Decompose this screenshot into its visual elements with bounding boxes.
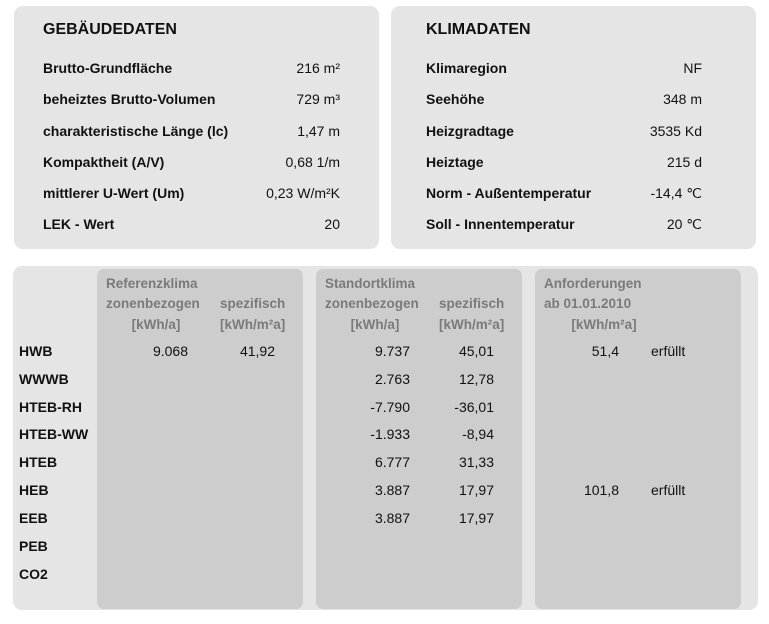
brutto-grundflaeche-value: 216 m²	[296, 60, 340, 76]
heizgradtage-value: 3535 Kd	[649, 123, 702, 139]
referenzklima-header: Referenzklima	[106, 276, 198, 291]
anforderungen-header: Anforderungen	[544, 276, 642, 291]
u-wert-value: 0,23 W/m²K	[266, 185, 340, 201]
gebaeudedaten-panel	[14, 6, 379, 249]
norm-aussentemperatur-value: -14,4 ℃	[650, 185, 702, 201]
wwwb-std-zonenbezogen: 2.763	[374, 371, 410, 387]
brutto-volumen-label: beheiztes Brutto-Volumen	[43, 91, 216, 107]
eeb-std-zonenbezogen: 3.887	[374, 510, 410, 526]
ref-zonenbezogen-header: zonenbezogen	[106, 296, 200, 311]
energiekennzahlen-panel	[13, 266, 758, 610]
hwb-ref-spezifisch: 41,92	[239, 343, 275, 359]
hteb-ww-std-spezifisch: -8,94	[462, 426, 494, 442]
std-zonenbezogen-header: zonenbezogen	[325, 296, 419, 311]
charakteristische-laenge-value: 1,47 m	[297, 123, 340, 139]
row-label-co2: CO2	[19, 566, 48, 582]
u-wert-label: mittlerer U-Wert (Um)	[43, 185, 185, 201]
norm-aussentemperatur-label: Norm - Außentemperatur	[426, 185, 592, 201]
klimaregion-label: Klimaregion	[426, 60, 507, 76]
brutto-volumen-value: 729 m³	[296, 91, 340, 107]
heb-std-zonenbezogen: 3.887	[374, 482, 410, 498]
row-label-hwb: HWB	[19, 343, 53, 359]
gebaeudedaten-title: GEBÄUDEDATEN	[43, 21, 177, 38]
ref-unit-kwhm2-header: [kWh/m²a]	[220, 317, 286, 332]
heb-std-spezifisch: 17,97	[458, 482, 494, 498]
heb-anforderung-value: 101,8	[583, 482, 619, 498]
anf-unit-header: [kWh/m²a]	[571, 317, 637, 332]
klimadaten-title: KLIMADATEN	[426, 21, 531, 38]
seehoehe-label: Seehöhe	[426, 91, 485, 107]
heb-anforderung-status: erfüllt	[651, 482, 686, 498]
kompaktheit-value: 0,68 1/m	[285, 154, 340, 170]
lek-wert-label: LEK - Wert	[43, 216, 115, 232]
charakteristische-laenge-label: charakteristische Länge (lc)	[43, 123, 229, 139]
soll-innentemperatur-label: Soll - Innentemperatur	[426, 216, 575, 232]
brutto-grundflaeche-label: Brutto-Grundfläche	[43, 60, 173, 76]
eeb-std-spezifisch: 17,97	[458, 510, 494, 526]
heiztage-label: Heiztage	[426, 154, 484, 170]
anf-date-header: ab 01.01.2010	[544, 296, 632, 311]
standortklima-header: Standortklima	[325, 276, 416, 291]
seehoehe-value: 348 m	[663, 91, 702, 107]
std-unit-kwh-header: [kWh/a]	[350, 317, 400, 332]
hteb-rh-std-zonenbezogen: -7.790	[370, 399, 410, 415]
hwb-std-spezifisch: 45,01	[458, 343, 494, 359]
ref-unit-kwh-header: [kWh/a]	[131, 317, 181, 332]
row-label-eeb: EEB	[19, 510, 48, 526]
std-spezifisch-header: spezifisch	[439, 296, 505, 311]
hteb-ww-std-zonenbezogen: -1.933	[370, 426, 410, 442]
row-label-wwwb: WWWB	[19, 371, 69, 387]
hteb-std-zonenbezogen: 6.777	[374, 454, 410, 470]
kompaktheit-label: Kompaktheit (A/V)	[43, 154, 165, 170]
klimaregion-value: NF	[683, 60, 702, 76]
row-label-peb: PEB	[19, 538, 48, 554]
ref-spezifisch-header: spezifisch	[220, 296, 286, 311]
heiztage-value: 215 d	[666, 154, 702, 170]
hwb-ref-zonenbezogen: 9.068	[152, 343, 188, 359]
soll-innentemperatur-value: 20 ℃	[666, 216, 702, 232]
hteb-rh-std-spezifisch: -36,01	[454, 399, 494, 415]
hwb-anforderung-status: erfüllt	[651, 343, 686, 359]
row-label-heb: HEB	[19, 482, 49, 498]
hteb-std-spezifisch: 31,33	[458, 454, 494, 470]
row-label-hteb-ww: HTEB-WW	[19, 426, 89, 442]
row-label-hteb-rh: HTEB-RH	[19, 399, 82, 415]
hwb-std-zonenbezogen: 9.737	[374, 343, 410, 359]
lek-wert-value: 20	[324, 216, 340, 232]
heizgradtage-label: Heizgradtage	[426, 123, 514, 139]
wwwb-std-spezifisch: 12,78	[458, 371, 494, 387]
klimadaten-panel	[391, 6, 756, 249]
row-label-hteb: HTEB	[19, 454, 58, 470]
hwb-anforderung-value: 51,4	[591, 343, 619, 359]
std-unit-kwhm2-header: [kWh/m²a]	[439, 317, 505, 332]
